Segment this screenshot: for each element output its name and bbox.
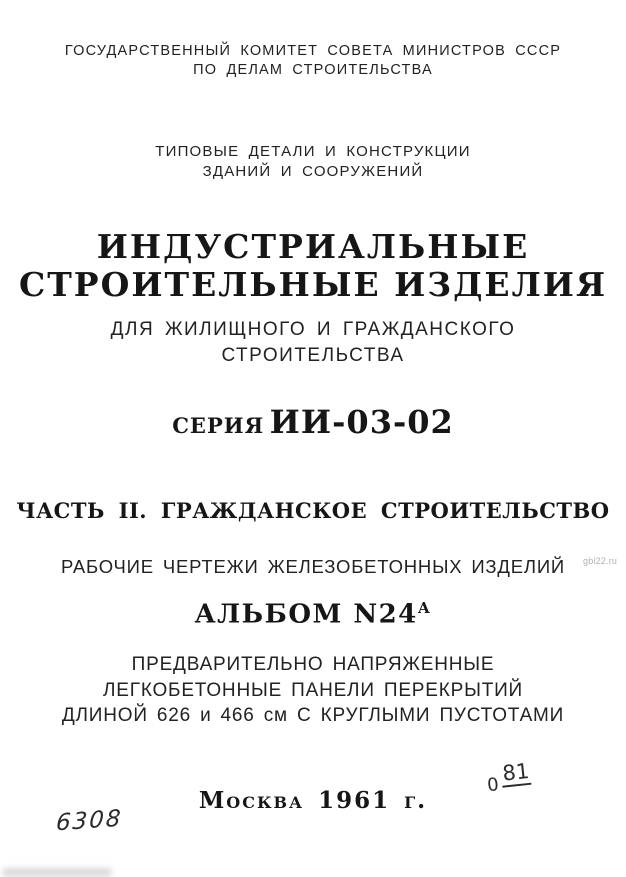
main-title	[0, 228, 626, 304]
album-number: 24	[378, 599, 418, 630]
handwritten-inventory-number: 6308	[55, 805, 124, 837]
committee-line-2: ПО ДЕЛАМ СТРОИТЕЛЬСТВА	[193, 62, 433, 78]
subtitle-line-2: СТРОИТЕЛЬСТВА	[221, 345, 405, 366]
album-label: АЛЬБОМ	[194, 599, 343, 630]
typical-details-line-1: ТИПОВЫЕ ДЕТАЛИ И КОНСТРУКЦИИ	[155, 143, 471, 160]
stamp-prefix: 0	[486, 774, 500, 797]
committee-line-1: ГОСУДАРСТВЕННЫЙ КОМИТЕТ СОВЕТА МИНИСТРОВ СССР	[64, 43, 562, 59]
working-drawings-line: РАБОЧИЕ ЧЕРТЕЖИ ЖЕЛЕЗОБЕТОННЫХ ИЗДЕЛИЙ	[60, 556, 566, 577]
handwritten-stamp-mark	[486, 758, 532, 797]
main-title-line-2: СТРОИТЕЛЬНЫЕ ИЗДЕЛИЯ	[18, 265, 608, 304]
part-line: ЧАСТЬ II. ГРАЖДАНСКОЕ СТРОИТЕЛЬСТВО	[16, 498, 610, 523]
typical-details-header	[0, 142, 626, 182]
stamp-number: 81	[500, 759, 531, 788]
subtitle-line-1: ДЛЯ ЖИЛИЩНОГО И ГРАЖДАНСКОГО	[110, 319, 516, 340]
series-label: СЕРИЯ	[172, 413, 265, 438]
subtitle	[0, 317, 626, 369]
typical-details-line-2: ЗДАНИЙ И СООРУЖЕНИЙ	[202, 163, 424, 180]
series-line	[0, 403, 626, 441]
main-title-line-1: ИНДУСТРИАЛЬНЫЕ	[96, 227, 530, 266]
product-description	[0, 652, 626, 729]
imprint-city-year: Москва 1961 г.	[198, 787, 428, 814]
description-line-2: ЛЕГКОБЕТОННЫЕ ПАНЕЛИ ПЕРЕКРЫТИЙ	[102, 679, 524, 701]
scan-artifact-smudge	[2, 868, 112, 877]
description-line-1: ПРЕДВАРИТЕЛЬНО НАПРЯЖЕННЫЕ	[131, 654, 495, 675]
series-code: ИИ-03-02	[269, 403, 454, 441]
album-number-superscript: А	[417, 599, 432, 617]
album-number-line	[0, 599, 626, 630]
description-line-3: ДЛИНОЙ 626 и 466 см С КРУГЛЫМИ ПУСТОТАМИ	[61, 705, 565, 726]
issuing-committee-header	[0, 42, 626, 80]
album-number-sign: N	[353, 599, 379, 630]
site-watermark: gbi22.ru	[583, 556, 618, 566]
